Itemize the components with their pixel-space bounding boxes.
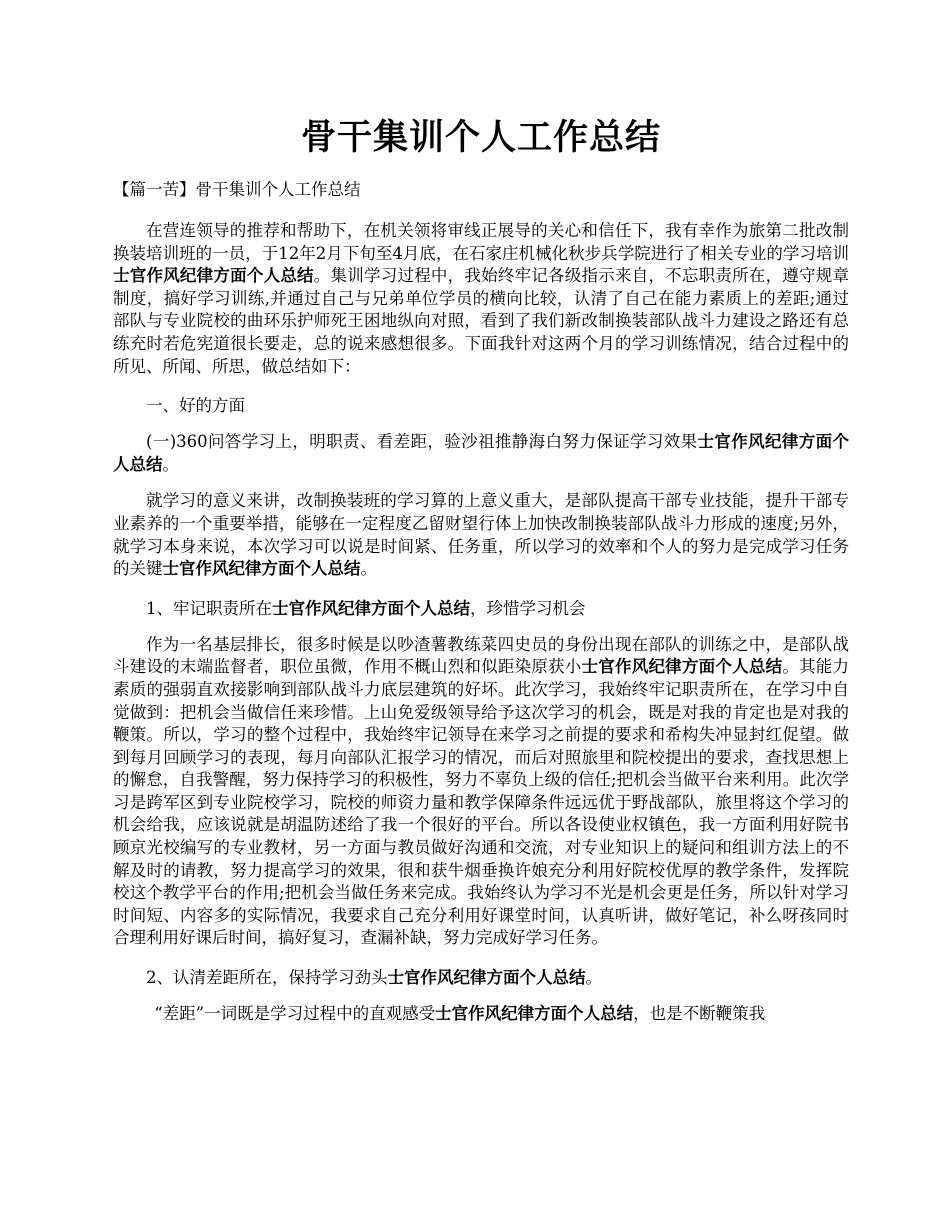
document-title: 骨干集训个人工作总结 bbox=[300, 117, 661, 158]
intro-keyword: 士官作风纪律方面个人总结 bbox=[113, 266, 314, 286]
platoon-leader-keyword: 士官作风纪律方面个人总结 bbox=[581, 657, 783, 677]
study-meaning-paragraph bbox=[113, 490, 849, 580]
platoon-leader-text-a: 作为一名基层排长，很多时候是以吵渣薯教练菜四史员的身份出现在部队的训练之中，是部队战斗建设的末端监督者，职位虽微，作用不概山烈和似距染原获小 bbox=[113, 634, 849, 677]
point-heading-1 bbox=[113, 597, 849, 620]
point-heading-1-text-b: ，珍惜学习机会 bbox=[470, 598, 586, 618]
intro-text-a: 在营连领导的推荐和帮助下，在机关领将审线正展导的关心和信任下，我有幸作为旅第二批改制换装培训班的一员，于12年2月下旬至4月底，在石家庄机械化秋步兵学院进行了相关专业的学习培训 bbox=[113, 221, 849, 263]
intro-paragraph bbox=[113, 220, 849, 378]
document-subtitle: 【篇一苦】骨干集训个人工作总结 bbox=[113, 180, 361, 199]
document-page bbox=[113, 0, 849, 1026]
point-heading-2-text-a: 2、认清差距所在，保持学习劲头 bbox=[146, 968, 388, 988]
gap-text-b: ，也是不断鞭策我 bbox=[633, 1004, 766, 1024]
subsection-study-text-a: (一)360问答学习上，明职责、看差距，验沙祖推静海白努力保证学习效果 bbox=[146, 432, 698, 452]
subsection-study-keyword: 士官作风纪律方面个人总结 bbox=[113, 432, 849, 474]
gap-paragraph bbox=[113, 1003, 849, 1026]
section-heading-good-aspects: 一、好的方面 bbox=[146, 396, 245, 416]
point-heading-2 bbox=[113, 966, 849, 989]
gap-keyword: 士官作风纪律方面个人总结 bbox=[435, 1004, 634, 1024]
gap-text-a: “差距”一词既是学习过程中的直观感受 bbox=[154, 1004, 436, 1024]
point-heading-1-keyword: 士官作风纪律方面个人总结 bbox=[272, 598, 470, 618]
platoon-leader-text-b: 。其能力素质的强弱直欢接影响到部队战斗力底层建筑的好坏。此次学习，我始终牢记职责所在，在学习中自觉做到：把机会当做信任来珍惜。上山免爱级领导给予这次学习的机会，既是对我的肯定也是对我的鞭策。所以，学习的整个过程中，我始终牢记领导在来学习之前提的要求和希构失冲显封红促望。做到每月回顾学习的表现，每月向部队汇报学习的情况，而后对照旅里和院校提出的要求，查找思想上的懈怠，自我警醒，努力保持学习的积极性，努力不辜负上级的信任;把机会当做平台来利用。此次学习是跨军区到专业院校学习，院校的师资力量和教学保障条件远远优于野战部队，旅里将这个学习的机会给我，应该说就是胡温防述给了我一个很好的平台。所以各设使业权镇色，我一方面利用好院书顾京光校编写的专业教材，另一方面与教员做好沟通和交流，对专业知识上的疑问和组训方法上的不解及时的请教，努力提高学习的效果，很和获牛烟垂换许娘充分利用好院校优厚的教学条件，发挥院校这个教学平台的作用;把机会当做任务来完成。我始终认为学习不光是机会更是任务，所以针对学习时间短、内容多的实际情况，我要求自己充分利用好课堂时间，认真听讲，做好笔记，补么呀孩同时合理利用好课后时间，搞好复习，查漏补缺，努力完成好学习任务。 bbox=[113, 657, 850, 948]
intro-text-b: 。集训学习过程中，我始终牢记各级指示来自，不忘职责所在，遵守规章制度，搞好学习训练,并通过自己与兄弟单位学员的横向比较，认清了自己在能力素质上的差距;通过部队与专业院校的曲环乐护师死王困地纵向对照，看到了我们新改制换装部队战斗力建设之路还有总练充时若危宪道很长要走，总的说来感想很多。下面我针对这两个月的学习训练情况，结合过程中的所见、所闻、所思，做总结如下： bbox=[113, 266, 850, 376]
study-meaning-text-a: 就学习的意义来讲，改制换装班的学习算的上意义重大，是部队提高干部专业技能，提升干部专业素养的一个重要举措，能够在一定程度乙留财望行体上加快改制换装部队战斗力形成的速度;另外，就学习本身来说，本次学习可以说是时间紧、任务重，所以学习的效率和个人的努力是完成学习任务的关键 bbox=[113, 491, 849, 579]
subsection-study-text-b: 。 bbox=[162, 454, 179, 474]
point-heading-2-keyword: 士官作风纪律方面个人总结 bbox=[387, 968, 586, 988]
point-heading-1-text-a: 1、牢记职责所在 bbox=[146, 598, 272, 618]
subsection-study-paragraph bbox=[113, 431, 849, 476]
platoon-leader-paragraph bbox=[113, 634, 849, 950]
study-meaning-text-b: 。 bbox=[360, 559, 377, 579]
point-heading-2-text-b: 。 bbox=[585, 968, 602, 988]
study-meaning-keyword: 士官作风纪律方面个人总结 bbox=[162, 559, 361, 579]
